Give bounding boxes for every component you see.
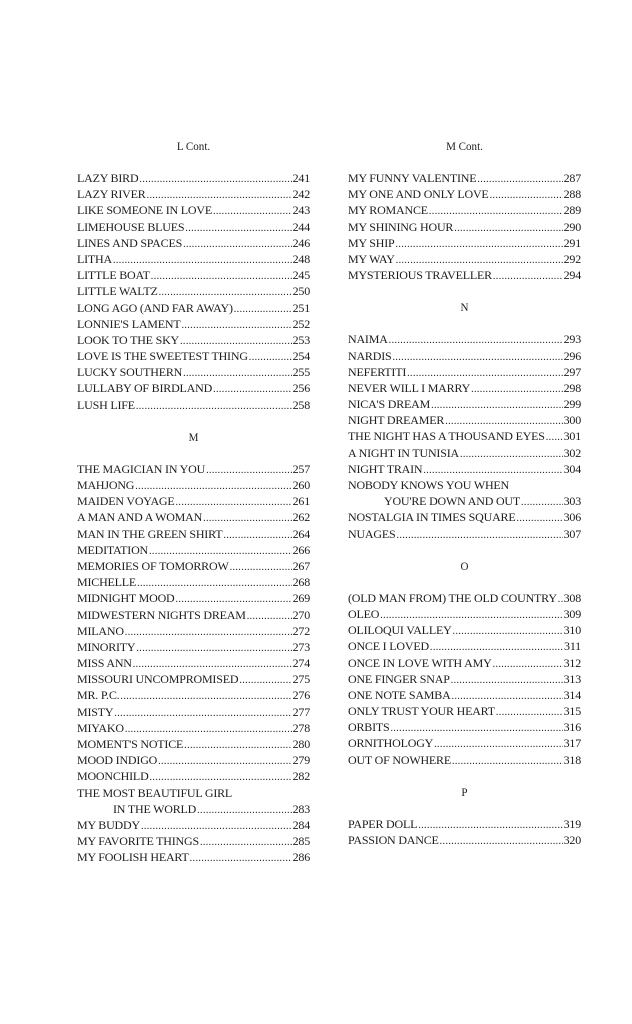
entry-page-number: 264 — [292, 526, 310, 541]
entry-page-number: 297 — [563, 364, 581, 379]
dot-leader — [418, 818, 562, 834]
entry-page-number: 273 — [292, 639, 310, 654]
entry-title: MISSOURI UNCOMPROMISED — [77, 672, 239, 687]
entry-page-number: 308 — [563, 590, 581, 605]
entry-title: LITHA — [77, 251, 112, 266]
entry-title: MAIDEN VOYAGE — [77, 494, 175, 509]
index-entry — [348, 251, 581, 267]
dot-leader — [206, 463, 292, 479]
dot-leader — [234, 302, 292, 318]
entry-title: MY ROMANCE — [348, 203, 428, 218]
entry-title: NIGHT TRAIN — [348, 461, 423, 476]
dot-leader — [521, 495, 563, 511]
entry-title: MR. P.C. — [77, 688, 120, 703]
entry-title: LONNIE'S LAMENT — [77, 316, 181, 331]
index-entry — [77, 186, 310, 202]
entry-title: THE MAGICIAN IN YOU — [77, 461, 206, 476]
entry-title: ONCE I LOVED — [348, 639, 429, 654]
index-entry — [77, 219, 310, 235]
index-entry — [77, 397, 310, 413]
entry-page-number: 279 — [292, 753, 310, 768]
dot-leader — [477, 172, 562, 188]
dot-leader — [496, 705, 563, 721]
index-entry — [77, 558, 310, 574]
entry-page-number: 293 — [563, 332, 581, 347]
entry-title: MIDNIGHT MOOD — [77, 591, 175, 606]
index-entry — [348, 428, 581, 444]
index-entry — [348, 752, 581, 768]
entry-title: MAN IN THE GREEN SHIRT — [77, 526, 223, 541]
index-entry — [77, 590, 310, 606]
dot-leader — [389, 333, 563, 349]
entry-page-number: 276 — [292, 688, 310, 703]
entry-title: YOU'RE DOWN AND OUT — [384, 494, 521, 509]
dot-leader — [451, 673, 563, 689]
entry-title: LINES AND SPACES — [77, 235, 183, 250]
section-spacer — [348, 283, 581, 299]
entry-page-number: 270 — [292, 607, 310, 622]
entry-page-number: 253 — [292, 332, 310, 347]
entry-page-number: 267 — [292, 558, 310, 573]
index-entry — [77, 574, 310, 590]
index-entry — [77, 202, 310, 218]
section-heading: M Cont. — [446, 139, 483, 153]
entry-title: LIKE SOMEONE IN LOVE — [77, 203, 212, 218]
index-entry — [348, 687, 581, 703]
index-entry — [77, 736, 310, 752]
entry-title: MYSTERIOUS TRAVELLER — [348, 268, 492, 283]
index-entry — [348, 655, 581, 671]
index-entry — [348, 671, 581, 687]
index-entry — [348, 703, 581, 719]
entry-page-number: 301 — [563, 429, 581, 444]
index-entry — [77, 300, 310, 316]
entry-title: MIDWESTERN NIGHTS DREAM — [77, 607, 246, 622]
index-entry — [348, 219, 581, 235]
dot-leader — [517, 511, 563, 527]
entry-page-number: 277 — [292, 704, 310, 719]
entry-title: THE MOST BEAUTIFUL GIRL — [77, 785, 233, 800]
entry-title: MEDITATION — [77, 542, 149, 557]
entry-title: (OLD MAN FROM) THE OLD COUNTRY — [348, 590, 557, 605]
dot-leader — [434, 737, 562, 753]
entry-title: LULLABY OF BIRDLAND — [77, 381, 213, 396]
entry-page-number: 294 — [563, 268, 581, 283]
section-heading: M — [188, 429, 199, 444]
entry-title: ONLY TRUST YOUR HEART — [348, 704, 495, 719]
dot-leader — [190, 851, 292, 867]
index-entry — [348, 832, 581, 848]
entry-page-number: 317 — [563, 736, 581, 751]
entry-title: MISS ANN — [77, 656, 132, 671]
index-entry — [348, 412, 581, 428]
entry-page-number: 252 — [292, 316, 310, 331]
index-entry — [77, 235, 310, 251]
entry-title: NEFERTITI — [348, 364, 407, 379]
section-heading: P — [461, 784, 468, 799]
entry-page-number: 312 — [563, 655, 581, 670]
entry-page-number: 278 — [292, 720, 310, 735]
dot-leader — [431, 398, 562, 414]
entry-title: MY FUNNY VALENTINE — [348, 171, 477, 185]
entry-title: ONCE IN LOVE WITH AMY — [348, 655, 492, 670]
section-spacer — [77, 154, 310, 170]
entry-page-number: 306 — [563, 510, 581, 525]
entry-title: ORBITS — [348, 720, 390, 735]
entry-page-number: 243 — [292, 203, 310, 218]
entry-page-number: 303 — [563, 494, 581, 509]
entry-title: A NIGHT IN TUNISIA — [348, 445, 459, 460]
entry-page-number: 261 — [292, 494, 310, 509]
dot-leader — [197, 803, 291, 819]
entry-page-number: 272 — [292, 623, 310, 638]
entry-title: LITTLE WALTZ — [77, 284, 158, 299]
entry-title: MINORITY — [77, 639, 136, 654]
entry-title: OUT OF NOWHERE — [348, 752, 451, 767]
index-entry — [77, 380, 310, 396]
entry-page-number: 299 — [563, 397, 581, 412]
entry-page-number: 248 — [292, 251, 310, 266]
entry-title: LOOK TO THE SKY — [77, 332, 180, 347]
entry-page-number: 280 — [292, 737, 310, 751]
index-entry — [77, 639, 310, 655]
section-spacer — [348, 542, 581, 558]
entry-title: A MAN AND A WOMAN — [77, 510, 203, 525]
index-entry — [77, 833, 310, 849]
dot-leader — [452, 754, 563, 770]
dot-leader — [493, 269, 563, 285]
entry-page-number: 262 — [292, 510, 310, 525]
entry-title: MILANO — [77, 623, 124, 638]
entry-page-number: 268 — [292, 575, 310, 590]
entry-page-number: 260 — [292, 478, 310, 492]
index-entry — [77, 283, 310, 299]
entry-page-number: 242 — [292, 187, 310, 202]
index-entry — [348, 590, 581, 606]
entry-page-number: 244 — [292, 219, 310, 234]
entry-title: LAZY RIVER — [77, 187, 146, 202]
index-entry — [77, 704, 310, 720]
dot-leader — [185, 221, 291, 237]
section-spacer — [77, 413, 310, 429]
index-entry — [348, 380, 581, 396]
entry-title: NARDIS — [348, 348, 392, 363]
index-entry — [348, 364, 581, 380]
entry-page-number: 287 — [563, 171, 581, 185]
entry-title: MOONCHILD — [77, 769, 149, 784]
index-entry — [77, 364, 310, 380]
entry-page-number: 296 — [563, 348, 581, 363]
dot-leader — [200, 835, 292, 851]
section-heading: O — [460, 558, 469, 573]
entry-title: NEVER WILL I MARRY — [348, 380, 471, 395]
entry-title: MY FAVORITE THINGS — [77, 834, 199, 849]
dot-leader — [460, 447, 563, 463]
entry-page-number: 300 — [563, 413, 581, 428]
index-entry — [348, 493, 581, 509]
entry-title: MAHJONG — [77, 478, 135, 492]
dot-leader — [213, 204, 292, 220]
entry-title: NOBODY KNOWS YOU WHEN — [348, 478, 510, 492]
entry-title: OLEO — [348, 606, 380, 621]
index-entry — [77, 332, 310, 348]
entry-title: MIYAKO — [77, 720, 124, 735]
index-entry — [77, 509, 310, 525]
entry-page-number: 246 — [292, 235, 310, 250]
dot-leader — [453, 624, 563, 640]
entry-title: MY FOOLISH HEART — [77, 850, 189, 865]
entry-page-number: 288 — [563, 187, 581, 202]
entry-title: NIGHT DREAMER — [348, 413, 445, 428]
entry-title: MICHELLE — [77, 575, 137, 590]
section-heading: N — [460, 300, 469, 315]
index-entry — [348, 622, 581, 638]
index-entry — [348, 331, 581, 347]
index-entry — [77, 655, 310, 671]
index-entry — [77, 267, 310, 283]
section-spacer — [348, 768, 581, 784]
entry-page-number: 257 — [292, 461, 310, 476]
dot-leader — [213, 382, 292, 398]
index-entry — [348, 445, 581, 461]
dot-leader — [136, 399, 292, 415]
entry-page-number: 245 — [292, 268, 310, 283]
index-entry — [348, 202, 581, 218]
dot-leader — [546, 430, 563, 446]
index-entry — [348, 461, 581, 477]
dot-leader — [139, 172, 291, 188]
dot-leader — [454, 221, 562, 237]
entry-page-number: 314 — [563, 687, 581, 702]
section-spacer — [348, 574, 581, 590]
entry-page-number: 283 — [292, 801, 310, 816]
entry-title: LIMEHOUSE BLUES — [77, 219, 185, 234]
index-entry — [77, 477, 310, 493]
index-entry — [348, 186, 581, 202]
index-entry — [77, 251, 310, 267]
entry-title: LOVE IS THE SWEETEST THING — [77, 349, 248, 364]
index-entry — [348, 348, 581, 364]
entry-title: LUSH LIFE — [77, 397, 135, 412]
entry-page-number: 258 — [292, 397, 310, 412]
dot-leader — [125, 625, 292, 641]
index-entry — [348, 526, 581, 542]
entry-page-number: 275 — [292, 672, 310, 687]
dot-leader — [114, 706, 291, 722]
index-entry — [77, 801, 310, 817]
entry-page-number: 286 — [292, 850, 310, 865]
entry-title: MEMORIES OF TOMORROW — [77, 558, 229, 573]
entry-page-number: 318 — [563, 752, 581, 767]
dot-leader — [184, 738, 291, 754]
index-entry — [77, 493, 310, 509]
entry-page-number: 292 — [563, 251, 581, 266]
index-entry — [77, 671, 310, 687]
index-entry — [77, 623, 310, 639]
entry-title: MOOD INDIGO — [77, 753, 158, 768]
entry-page-number: 269 — [292, 591, 310, 606]
index-entry — [348, 638, 581, 654]
index-entry — [348, 267, 581, 283]
dot-leader — [490, 188, 563, 204]
entry-title: LAZY BIRD — [77, 171, 139, 185]
index-entry — [348, 477, 581, 493]
entry-page-number: 316 — [563, 720, 581, 735]
entry-page-number: 319 — [563, 816, 581, 831]
dot-leader — [230, 560, 292, 576]
section-spacer — [348, 154, 581, 170]
index-entry — [77, 607, 310, 623]
dot-leader — [223, 528, 291, 544]
entry-title: MY BUDDY — [77, 817, 140, 832]
dot-leader — [392, 350, 562, 366]
section-heading: L Cont. — [176, 139, 211, 153]
dot-leader — [247, 609, 292, 625]
index-entry — [77, 720, 310, 736]
entry-page-number: 254 — [292, 349, 310, 364]
index-entry — [77, 752, 310, 768]
entry-page-number: 304 — [563, 461, 581, 476]
dot-leader — [440, 834, 563, 850]
entry-page-number: 307 — [563, 526, 581, 541]
index-entry — [348, 396, 581, 412]
entry-page-number: 250 — [292, 284, 310, 299]
entry-page-number: 284 — [292, 817, 310, 832]
entry-title: ONE NOTE SAMBA — [348, 687, 451, 702]
index-entry — [77, 785, 310, 801]
entry-title: LONG AGO (AND FAR AWAY) — [77, 300, 233, 315]
entry-title: OLILOQUI VALLEY — [348, 623, 452, 638]
index-entry — [77, 461, 310, 477]
dot-leader — [493, 657, 563, 673]
entry-title: LUCKY SOUTHERN — [77, 365, 183, 380]
entry-page-number: 285 — [292, 834, 310, 849]
entry-page-number: 241 — [292, 171, 310, 185]
entry-page-number: 274 — [292, 656, 310, 671]
entry-page-number: 320 — [563, 833, 581, 847]
index-entry — [77, 768, 310, 784]
index-entry — [77, 348, 310, 364]
index-entry — [77, 526, 310, 542]
entry-page-number: 315 — [563, 704, 581, 719]
entry-page-number: 310 — [563, 623, 581, 638]
entry-title: LITTLE BOAT — [77, 268, 150, 283]
index-column-left — [77, 138, 310, 866]
index-entry — [77, 817, 310, 833]
index-entry — [348, 170, 581, 186]
entry-page-number: 290 — [563, 219, 581, 234]
index-entry — [348, 509, 581, 525]
dot-leader — [249, 350, 292, 366]
entry-page-number: 302 — [563, 445, 581, 460]
dot-leader — [151, 269, 292, 285]
dot-leader — [181, 318, 291, 334]
dot-leader — [239, 673, 291, 689]
entry-title: NICA'S DREAM — [348, 397, 431, 412]
index-entry — [348, 719, 581, 735]
entry-page-number: 298 — [563, 380, 581, 395]
entry-title: MY SHINING HOUR — [348, 219, 454, 234]
entry-page-number: 313 — [563, 671, 581, 686]
dot-leader — [158, 754, 291, 770]
index-entry — [77, 170, 310, 186]
entry-title: MOMENT'S NOTICE — [77, 737, 184, 751]
entry-page-number: 309 — [563, 606, 581, 621]
section-spacer — [348, 315, 581, 331]
index-column-right — [348, 138, 581, 848]
index-entry — [77, 687, 310, 703]
index-entry — [348, 816, 581, 832]
dot-leader — [396, 528, 562, 544]
entry-title: NAIMA — [348, 332, 388, 347]
index-entry — [348, 735, 581, 751]
dot-leader — [136, 641, 291, 657]
section-spacer — [348, 800, 581, 816]
entry-title: IN THE WORLD — [113, 801, 197, 816]
dot-leader — [471, 382, 563, 398]
index-entry — [77, 316, 310, 332]
entry-page-number: 289 — [563, 203, 581, 218]
entry-title: MY ONE AND ONLY LOVE — [348, 187, 489, 202]
entry-page-number: 291 — [563, 235, 581, 250]
entry-title: PAPER DOLL — [348, 816, 418, 831]
dot-leader — [396, 237, 563, 253]
entry-page-number: 251 — [292, 300, 310, 315]
dot-leader — [120, 689, 291, 705]
entry-page-number: 282 — [292, 769, 310, 784]
entry-title: NOSTALGIA IN TIMES SQUARE — [348, 510, 516, 525]
entry-title: MY SHIP — [348, 235, 395, 250]
index-entry — [348, 235, 581, 251]
entry-title: MY WAY — [348, 251, 395, 266]
entry-title: ORNITHOLOGY — [348, 736, 434, 751]
entry-page-number: 255 — [292, 365, 310, 380]
dot-leader — [183, 237, 292, 253]
entry-page-number: 311 — [564, 639, 581, 654]
section-spacer — [77, 445, 310, 461]
entry-title: NUAGES — [348, 526, 396, 541]
index-entry — [348, 606, 581, 622]
dot-leader — [558, 592, 563, 608]
entry-title: ONE FINGER SNAP — [348, 671, 450, 686]
entry-title: PASSION DANCE — [348, 833, 439, 847]
entry-title: MISTY — [77, 704, 114, 719]
entry-page-number: 256 — [292, 381, 310, 396]
index-entry — [77, 849, 310, 865]
entry-page-number: 266 — [292, 542, 310, 557]
index-entry — [77, 542, 310, 558]
entry-title: THE NIGHT HAS A THOUSAND EYES — [348, 429, 545, 444]
